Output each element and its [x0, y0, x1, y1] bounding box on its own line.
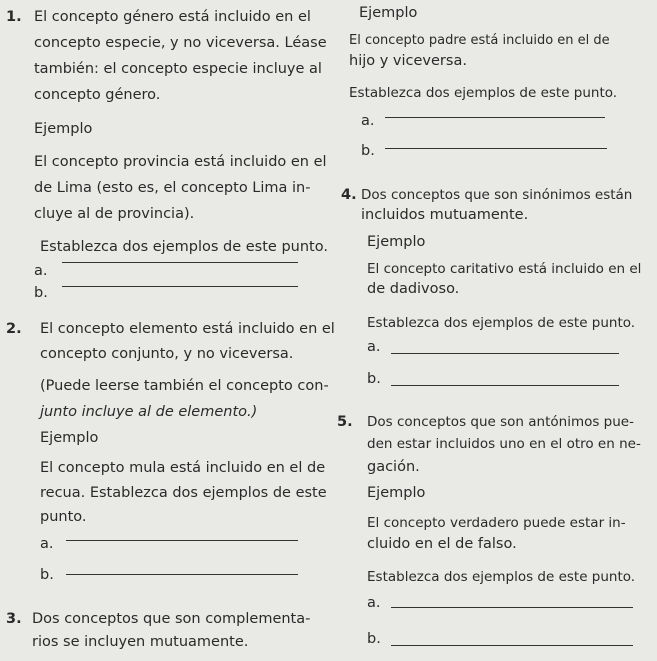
item-1-example-line-1: El concepto provincia está incluido en el — [34, 154, 327, 170]
item-2-answer-line-a[interactable] — [66, 540, 298, 541]
item-5-line-3: gación. — [367, 459, 420, 475]
item-4-example-line-1: El concepto caritativo está incluido en el — [367, 261, 642, 277]
item-1-blank-b-label: b. — [34, 285, 48, 301]
item-2-example-line-1: El concepto mula está incluido en el de — [40, 460, 326, 476]
item-5-answer-line-b[interactable] — [391, 645, 633, 646]
item-5-line-1: Dos conceptos que son antónimos pue- — [367, 414, 634, 430]
item-5-answer-line-a[interactable] — [391, 607, 633, 608]
item-4-number: 4. — [341, 187, 357, 203]
item-1-line-4: concepto género. — [34, 87, 161, 103]
item-5-blank-b-label: b. — [367, 631, 381, 647]
item-5-example-line-1: El concepto verdadero puede estar in- — [367, 515, 626, 531]
item-5-instruction: Establezca dos ejemplos de este punto. — [367, 569, 636, 585]
item-2-answer-line-b[interactable] — [66, 574, 298, 575]
item-4-example-line-2: de dadivoso. — [367, 281, 460, 297]
item-2-line-4: junto incluye al de elemento.) — [40, 404, 258, 420]
item-2-example-heading: Ejemplo — [40, 430, 99, 446]
item-1-example-line-3: cluye al de provincia). — [34, 206, 195, 222]
item-2-number: 2. — [6, 321, 22, 337]
item-1-line-1: El concepto género está incluido en el — [34, 9, 311, 25]
item-2-example-line-2: recua. Establezca dos ejemplos de este — [40, 485, 327, 501]
item-1-line-2: concepto especie, y no viceversa. Léase — [34, 35, 327, 51]
item-4-blank-b-label: b. — [367, 371, 381, 387]
item-2-blank-b-label: b. — [40, 567, 54, 583]
top-blank-b-label: b. — [361, 143, 375, 159]
item-3-line-2: rios se incluyen mutuamente. — [32, 634, 249, 650]
item-2-line-3: (Puede leerse también el concepto con- — [40, 378, 329, 394]
item-4-line-1: Dos conceptos que son sinónimos están — [361, 187, 633, 203]
item-4-blank-a-label: a. — [367, 339, 381, 355]
top-blank-a-label: a. — [361, 113, 375, 129]
item-1-blank-a-label: a. — [34, 263, 48, 279]
top-example-line-2: hijo y viceversa. — [349, 53, 467, 69]
item-4-line-2: incluidos mutuamente. — [361, 207, 529, 223]
top-answer-line-b[interactable] — [385, 148, 607, 149]
item-5-number: 5. — [337, 414, 353, 430]
top-instruction: Establezca dos ejemplos de este punto. — [349, 85, 618, 101]
item-1-number: 1. — [6, 9, 22, 25]
item-4-instruction: Establezca dos ejemplos de este punto. — [367, 315, 636, 331]
item-5-example-heading: Ejemplo — [367, 485, 426, 501]
item-5-blank-a-label: a. — [367, 595, 381, 611]
item-1-answer-line-b[interactable] — [62, 286, 298, 287]
item-4-answer-line-a[interactable] — [391, 353, 619, 354]
item-2-example-line-3: punto. — [40, 509, 87, 525]
top-answer-line-a[interactable] — [385, 117, 605, 118]
item-2-line-2: concepto conjunto, y no viceversa. — [40, 346, 294, 362]
item-1-answer-line-a[interactable] — [62, 262, 298, 263]
top-example-heading: Ejemplo — [359, 5, 418, 21]
item-3-number: 3. — [6, 611, 22, 627]
item-5-line-2: den estar incluidos uno en el otro en ne- — [367, 436, 641, 452]
item-5-example-line-2: cluido en el de falso. — [367, 536, 517, 552]
item-1-line-3: también: el concepto especie incluye al — [34, 61, 322, 77]
item-4-example-heading: Ejemplo — [367, 234, 426, 250]
item-3-line-1: Dos conceptos que son complementa- — [32, 611, 311, 627]
top-example-line-1: El concepto padre está incluido en el de — [349, 33, 610, 48]
item-2-line-1: El concepto elemento está incluido en el — [40, 321, 335, 337]
item-2-blank-a-label: a. — [40, 536, 54, 552]
item-1-instruction: Establezca dos ejemplos de este punto. — [40, 239, 328, 255]
item-1-example-heading: Ejemplo — [34, 121, 93, 137]
item-4-answer-line-b[interactable] — [391, 385, 619, 386]
item-1-example-line-2: de Lima (esto es, el concepto Lima in- — [34, 180, 311, 196]
